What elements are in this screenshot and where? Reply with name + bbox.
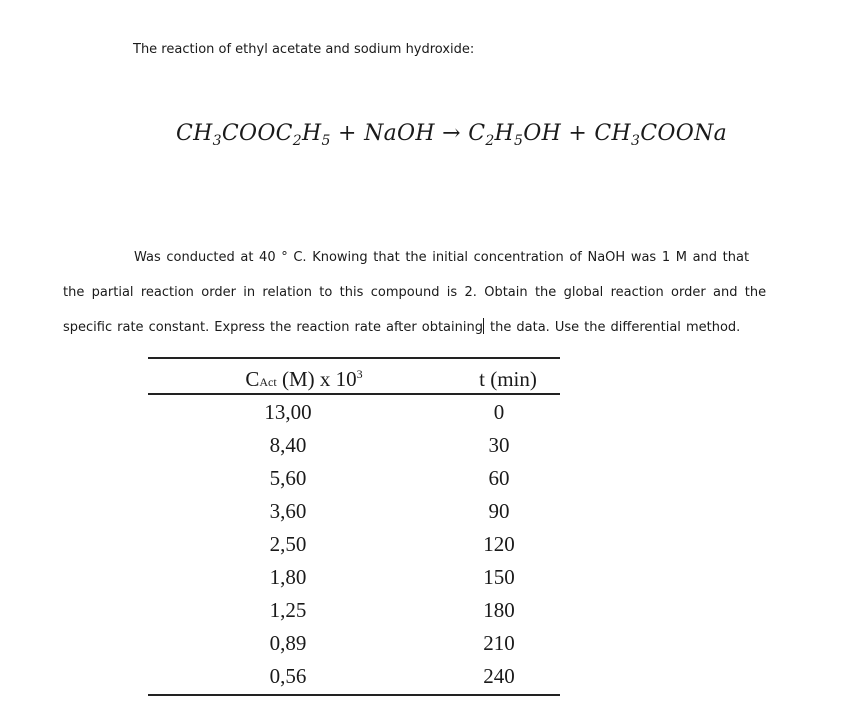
text-cursor (483, 318, 484, 334)
paragraph-line-3: specific rate constant. Express the reaction rate after obtaining the data. Use the differential method. (63, 320, 741, 335)
concentration-cell: 8,40 (269, 433, 307, 457)
table-row (148, 528, 560, 561)
table-row (148, 594, 560, 627)
table-top-rule (148, 357, 560, 359)
header-concentration: CAct (M) x $10^3$ (245, 367, 363, 391)
paragraph-line-2: the partial reaction order in relation to this compound is 2. Obtain the global reaction order and the (63, 285, 767, 300)
time-cell: 90 (488, 499, 510, 523)
table-row (148, 561, 560, 594)
concentration-cell: 0,89 (269, 631, 307, 655)
concentration-cell: 1,80 (269, 565, 307, 589)
product-ethanol: $C_2H_5OH$ (468, 121, 562, 149)
plus-sign: + (568, 121, 588, 146)
reaction-arrow: → (442, 121, 461, 146)
time-cell: 180 (483, 598, 515, 622)
concentration-cell: 2,50 (269, 532, 307, 556)
concentration-cell: 13,00 (264, 400, 312, 424)
table-row (148, 660, 560, 693)
time-cell: 150 (483, 565, 515, 589)
table-row (148, 429, 560, 462)
reactant-naoh: NaOH (364, 121, 435, 146)
concentration-cell: 3,60 (269, 499, 307, 523)
table-row (148, 462, 560, 495)
time-cell: 210 (483, 631, 515, 655)
table-row (148, 627, 560, 660)
header-time: t (min) (479, 367, 537, 391)
time-cell: 0 (493, 400, 505, 424)
table-bottom-rule (148, 694, 560, 696)
table-row (148, 495, 560, 528)
table-row (148, 396, 560, 429)
concentration-cell: 5,60 (269, 466, 307, 490)
intro-text: The reaction of ethyl acetate and sodium hydroxide: (133, 42, 475, 57)
time-cell: 240 (483, 664, 515, 688)
reaction-equation (176, 121, 728, 149)
reactant-ethyl-acetate: $CH_3COOC_2H_5$ (176, 121, 331, 149)
concentration-cell: 0,56 (269, 664, 307, 688)
product-sodium-acetate: $CH_3COONa$ (594, 121, 728, 149)
table-header-rule (148, 393, 560, 395)
time-cell: 120 (483, 532, 515, 556)
time-cell: 30 (488, 433, 510, 457)
concentration-cell: 1,25 (269, 598, 307, 622)
time-cell: 60 (488, 466, 510, 490)
paragraph-line-1: Was conducted at 40 ° C. Knowing that the initial concentration of NaOH was 1 M and that (134, 250, 750, 265)
plus-sign: + (338, 121, 357, 146)
